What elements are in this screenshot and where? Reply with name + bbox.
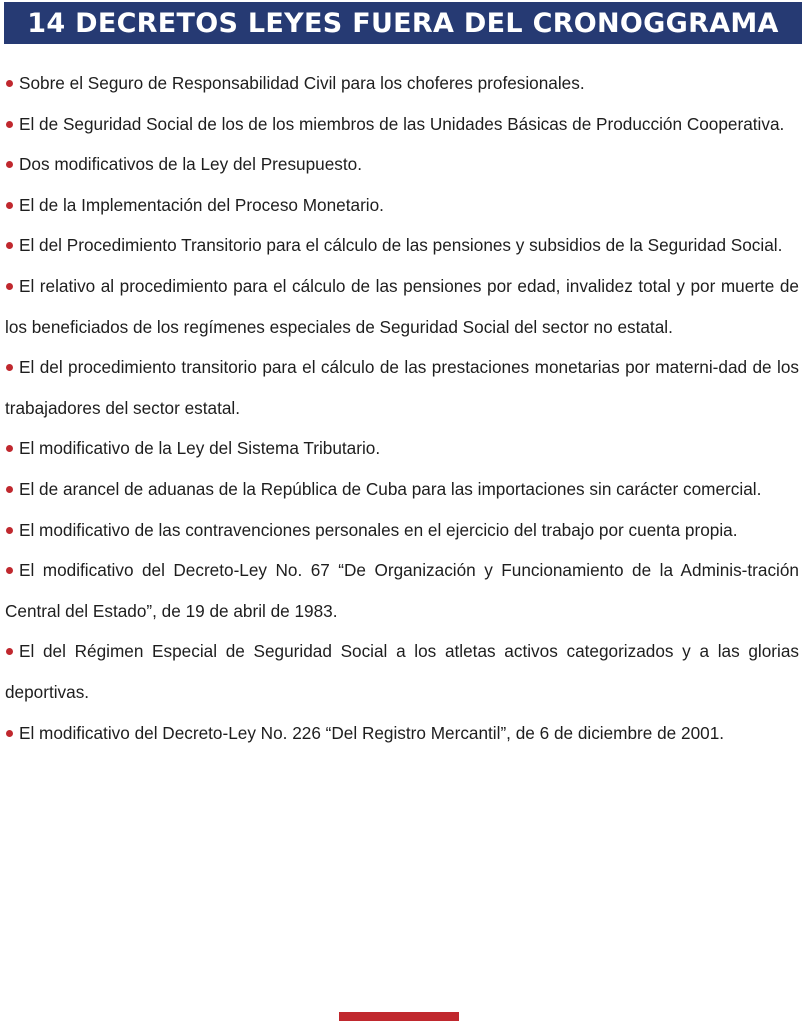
list-item-text: Sobre el Seguro de Responsabilidad Civil para los choferes profesionales. bbox=[19, 73, 585, 93]
bullet-icon bbox=[6, 121, 13, 128]
list-item bbox=[5, 104, 799, 145]
list-item bbox=[5, 469, 799, 510]
bullet-icon bbox=[6, 242, 13, 249]
list-item bbox=[5, 266, 799, 347]
decree-list bbox=[5, 63, 799, 753]
list-item-text: El modificativo de las contravenciones personales en el ejercicio del trabajo por cuenta propia. bbox=[19, 519, 738, 540]
list-item-text: Dos modificativos de la Ley del Presupuesto. bbox=[19, 154, 362, 175]
bullet-icon bbox=[6, 283, 13, 290]
list-item bbox=[5, 428, 799, 469]
list-item bbox=[5, 713, 799, 754]
bullet-icon bbox=[6, 161, 13, 168]
list-item bbox=[5, 225, 799, 266]
list-item-text: El del Régimen Especial de Seguridad Social a los atletas activos categorizados y a las glorias deportivas. bbox=[5, 641, 799, 702]
list-item-text: El modificativo del Decreto-Ley No. 67 “De Organización y Funcionamiento de la Adminis-tración Central del Estado”, de 19 de abril de 1983. bbox=[5, 560, 799, 621]
bullet-icon bbox=[6, 202, 13, 209]
title-banner bbox=[4, 2, 802, 44]
list-item bbox=[5, 185, 799, 226]
list-item-text: El de Seguridad Social de los de los miembros de las Unidades Básicas de Producción Cooperativa. bbox=[19, 113, 785, 134]
list-item-text: El modificativo del Decreto-Ley No. 226 “Del Registro Mercantil”, de 6 de diciembre de 2001. bbox=[19, 722, 725, 743]
list-item bbox=[5, 144, 799, 185]
list-item bbox=[5, 63, 799, 104]
bullet-icon bbox=[6, 364, 13, 371]
list-item-text: El relativo al procedimiento para el cálculo de las pensiones por edad, invalidez total y por muerte de los beneficiados de los regímenes especiales de Seguridad Social del sector no estatal. bbox=[5, 275, 799, 337]
list-item bbox=[5, 510, 799, 551]
list-item bbox=[5, 550, 799, 631]
list-item bbox=[5, 347, 799, 428]
bullet-icon bbox=[6, 486, 13, 493]
list-item-text: El del procedimiento transitorio para el cálculo de las prestaciones monetarias por materni-dad de los trabajadores del sector estatal. bbox=[5, 357, 799, 418]
list-item-text: El de la Implementación del Proceso Monetario. bbox=[19, 194, 384, 215]
list-item bbox=[5, 631, 799, 712]
bullet-icon bbox=[6, 567, 13, 574]
bullet-icon bbox=[6, 445, 13, 452]
bullet-icon bbox=[6, 648, 13, 655]
bullet-icon bbox=[6, 730, 13, 737]
bullet-icon bbox=[6, 80, 13, 87]
list-item-text: El de arancel de aduanas de la República de Cuba para las importaciones sin carácter comercial. bbox=[19, 478, 762, 499]
page-title: 14 DECRETOS LEYES FUERA DEL CRONOGGRAMA bbox=[27, 7, 779, 39]
list-item-text: El del Procedimiento Transitorio para el cálculo de las pensiones y subsidios de la Seguridad Social. bbox=[19, 235, 783, 256]
list-item-text: El modificativo de la Ley del Sistema Tributario. bbox=[19, 438, 381, 459]
bullet-icon bbox=[6, 527, 13, 534]
bottom-accent-bar bbox=[339, 1012, 459, 1021]
